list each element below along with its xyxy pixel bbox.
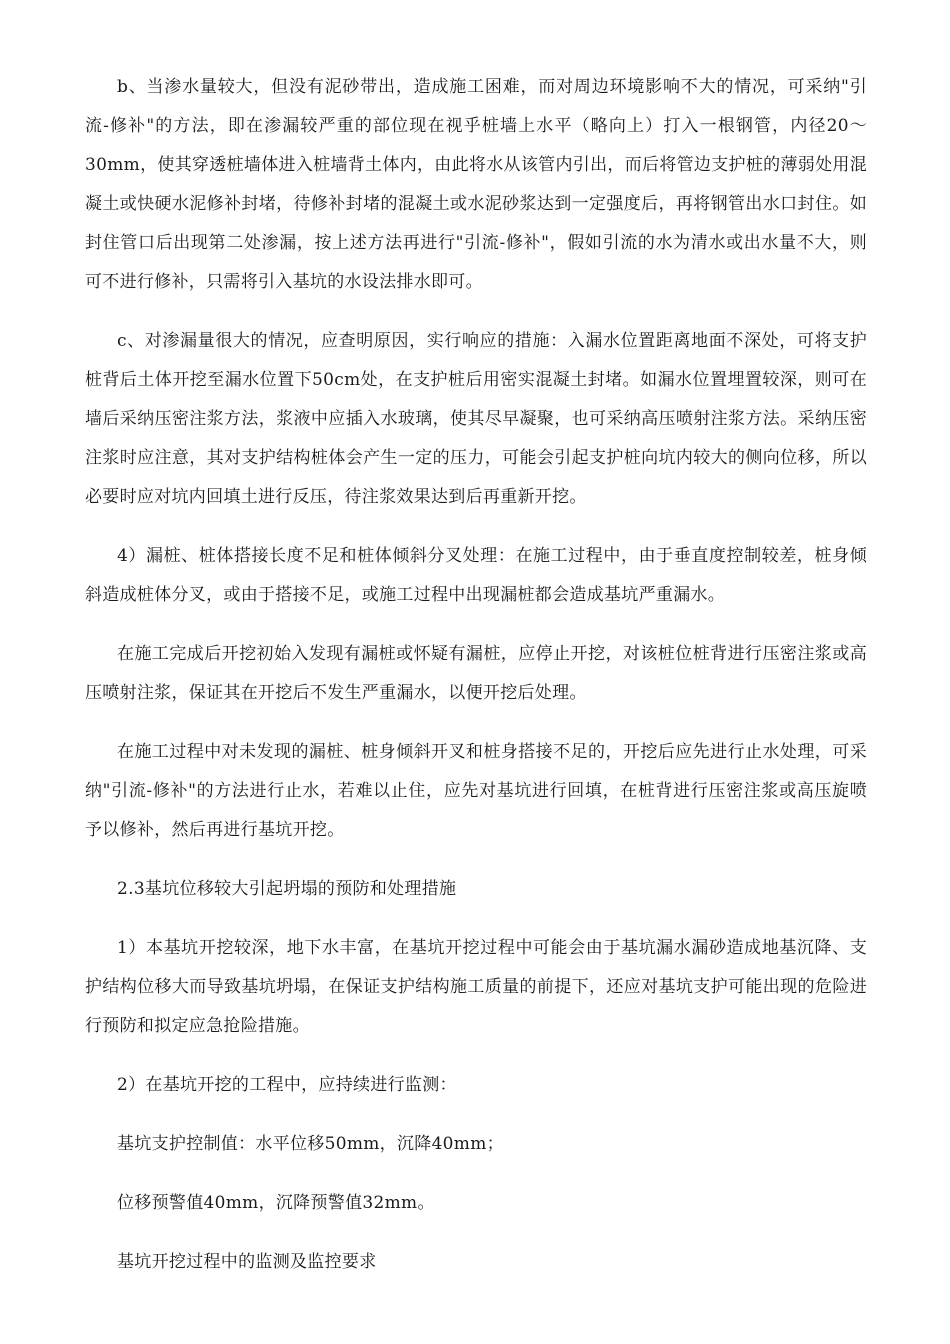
monitoring-requirements-line: 基坑开挖过程中的监测及监控要求 xyxy=(117,1252,377,1272)
paragraph-2-monitoring: 2）在基坑开挖的工程中，应持续进行监测： xyxy=(117,1075,457,1095)
section-heading-2-3: 2.3基坑位移较大引起坍塌的预防和处理措施 xyxy=(117,879,457,899)
paragraph-4-missing-piles: 4）漏桩、桩体搭接长度不足和桩体倾斜分叉处理：在施工过程中，由于垂直度控制较差，桩身倾斜造成桩体分叉，或由于搭接不足，或施工过程中出现漏桩都会造成基坑严重漏水。 xyxy=(85,546,867,605)
paragraph-after-construction: 在施工完成后开挖初始入发现有漏桩或怀疑有漏桩，应停止开挖，对该桩位桩背进行压密注浆或高压喷射注浆，保证其在开挖后不发生严重漏水，以便开挖后处理。 xyxy=(85,644,867,703)
document-page xyxy=(85,68,867,1302)
control-values-line: 基坑支护控制值：水平位移50mm，沉降40mm； xyxy=(117,1134,504,1154)
paragraph-b-seepage-drainage: b、当渗水量较大，但没有泥砂带出，造成施工困难，而对周边环境影响不大的情况，可采纳"引流-修补"的方法，即在渗漏较严重的部位现在视乎桩墙上水平（略向上）打入一根钢管，内径20～30mm，使其穿透桩墙体进入桩墙背土体内，由此将水从该管内引出，而后将管边支护桩的薄弱处用混凝土或快硬水泥修补封堵，待修补封堵的混凝土或水泥砂浆达到一定强度后，再将钢管出水口封住。如封住管口后出现第二处渗漏，按上述方法再进行"引流-修补"，假如引流的水为清水或出水量不大，则可不进行修补，只需将引入基坑的水设法排水即可。 xyxy=(85,77,867,292)
paragraph-c-heavy-leakage: c、对渗漏量很大的情况，应查明原因，实行响应的措施：入漏水位置距离地面不深处，可将支护桩背后土体开挖至漏水位置下50cm处，在支护桩后用密实混凝土封堵。如漏水位置埋置较深，则可在墙后采纳压密注浆方法，浆液中应插入水玻璃，使其尽早凝聚，也可采纳高压喷射注浆方法。采纳压密注浆时应注意，其对支护结构桩体会产生一定的压力，可能会引起支护桩向坑内较大的侧向位移，所以必要时应对坑内回填土进行反压，待注浆效果达到后再重新开挖。 xyxy=(85,331,867,507)
paragraph-1-deep-excavation: 1）本基坑开挖较深，地下水丰富，在基坑开挖过程中可能会由于基坑漏水漏砂造成地基沉降、支护结构位移大而导致基坑坍塌，在保证支护结构施工质量的前提下，还应对基坑支护可能出现的危险进行预防和拟定应急抢险措施。 xyxy=(85,938,867,1036)
warning-values-line: 位移预警值40mm，沉降预警值32mm。 xyxy=(117,1193,435,1213)
paragraph-during-construction: 在施工过程中对未发现的漏桩、桩身倾斜开叉和桩身搭接不足的，开挖后应先进行止水处理，可采纳"引流-修补"的方法进行止水，若难以止住，应先对基坑进行回填，在桩背进行压密注浆或高压旋喷予以修补，然后再进行基坑开挖。 xyxy=(85,742,867,840)
